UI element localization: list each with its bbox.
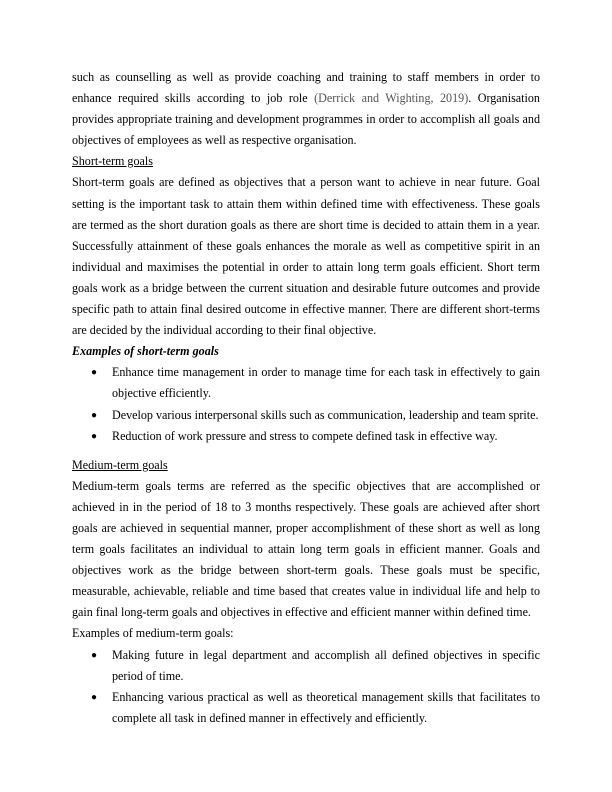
page-content (72, 67, 540, 729)
list-item (72, 405, 540, 426)
list-item (72, 426, 540, 447)
list-item-text: Enhancing various practical as well as theoretical management skills that facilitates to complete all task in defined manner in effectively and efficiently. (112, 689, 540, 725)
list-item (72, 362, 540, 404)
medium-term-body: Medium-term goals terms are referred as the specific objectives that are accomplished or achieved in in the period of 18 to 3 months respectively. These goals are achieved after short goals are achieved in sequential manner, proper accomplishment of these short as well as long term goals facilitates an individual to attain long term goals in efficient manner. Goals and objectives work as the bridge between short-term goals. These goals must be specific, measurable, achievable, reliable and time based that creates value in individual life and help to gain final long-term goals and objectives in effective and efficient manner within defined time. (72, 478, 540, 620)
intro-paragraph (72, 67, 540, 151)
bullet-icon: ● (91, 649, 98, 661)
list-item (72, 687, 540, 729)
intro-citation: (Derrick and Wighting, 2019) (314, 91, 469, 106)
bullet-icon: ● (91, 691, 98, 703)
intro-text-2: . Organisation provides appropriate training and development programmes in order to accomplish all goals and objectives of employees as well as respective organisation. (72, 91, 540, 148)
short-term-examples-heading: Examples of short-term goals (72, 344, 219, 359)
bullet-icon: ● (91, 367, 98, 379)
bullet-icon: ● (91, 430, 98, 442)
short-term-body: Short-term goals are defined as objectives that a person want to achieve in near future. Goal setting is the important task to attain them within defined time with effectiveness. These goals are termed as the short duration goals as there are short time is decided to attain them in a year. Successfully attainment of these goals enhances the morale as well as competitive spirit in an individual and maximises the potential in order to attain long term goals efficient. Short term goals work as a bridge between the current situation and desirable future outcomes and provide specific path to attain final desired outcome in effective manner. There are different short-terms are decided by the individual according to their final objective. (72, 175, 540, 338)
medium-term-examples-heading: Examples of medium-term goals: (72, 626, 234, 641)
short-term-examples-list (72, 362, 540, 446)
bullet-icon: ● (91, 409, 98, 421)
medium-term-heading: Medium-term goals (72, 457, 168, 472)
short-term-heading: Short-term goals (72, 154, 153, 169)
list-item (72, 645, 540, 687)
list-item-text: Develop various interpersonal skills such as communication, leadership and team sprite. (112, 407, 539, 422)
list-item-text: Enhance time management in order to manage time for each task in effectively to gain objective efficiently. (112, 365, 540, 401)
list-item-text: Reduction of work pressure and stress to compete defined task in effective way. (112, 428, 498, 443)
medium-term-examples-list (72, 645, 540, 729)
intro-text-1: such as counselling as well as provide coaching and training to staff members in order to enhance required skills according to job role (72, 70, 540, 106)
list-item-text: Making future in legal department and accomplish all defined objectives in specific period of time. (112, 647, 540, 683)
